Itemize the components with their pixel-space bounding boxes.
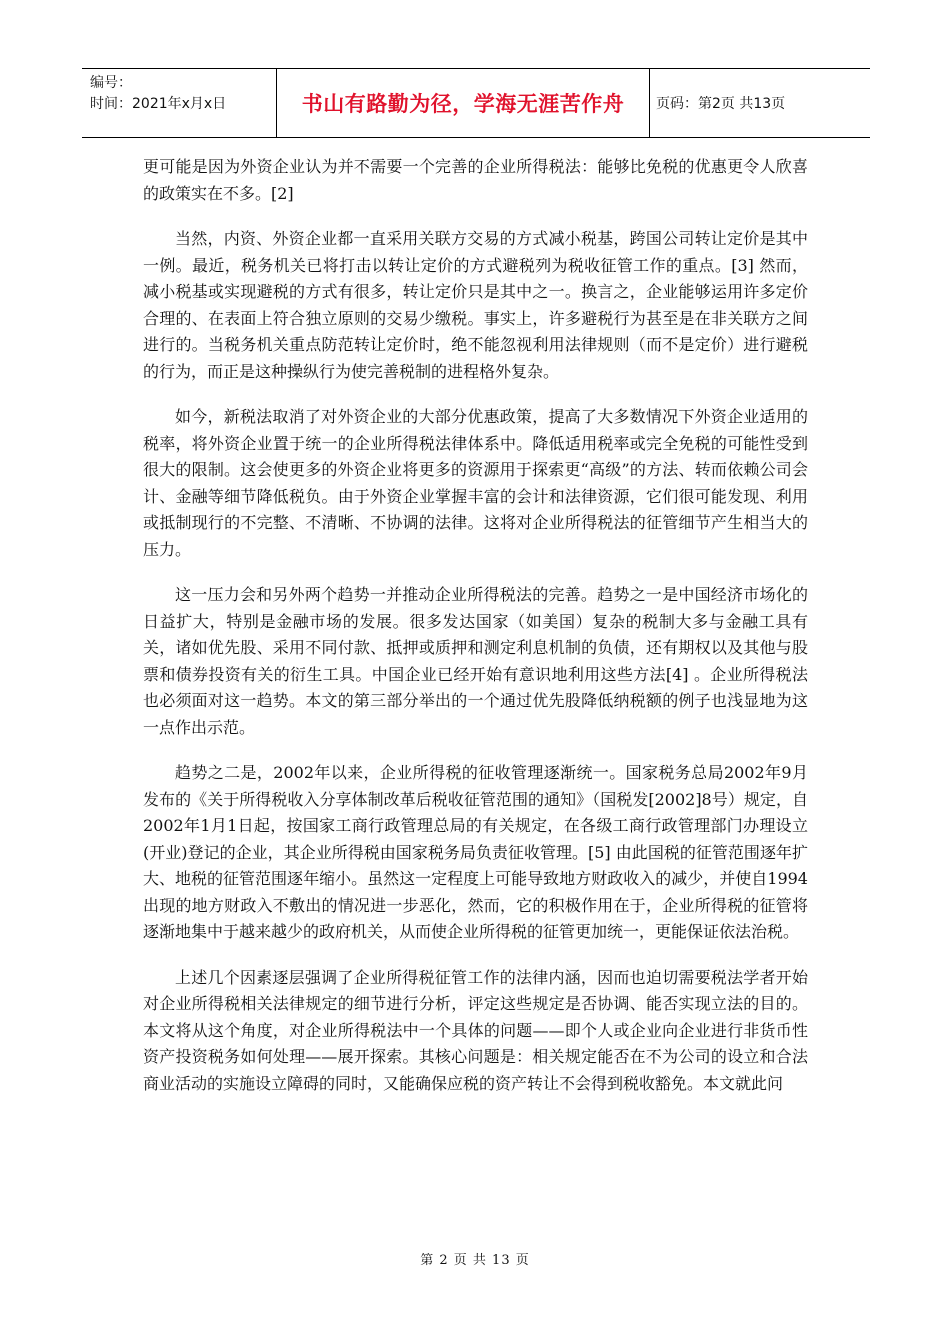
paragraph: 上述几个因素逐层强调了企业所得税征管工作的法律内涵，因而也迫切需要税法学者开始对企业所得税相关法律规定的细节进行分析，评定这些规定是否协调、能否实现立法的目的。本文将从这个角度，对企业所得税法中一个具体的问题——即个人或企业向企业进行非货币性资产投资税务如何处理——展开探索。其核心问题是：相关规定能否在不为公司的设立和合法商业活动的实施设立障碍的同时，又能确保应税的资产转让不会得到税收豁免。本文就此问 [143,967,808,1093]
document-number-label: 编号： [90,75,132,91]
header-motto: 书山有路勤为径，学海无涯苦作舟 [277,69,650,137]
paragraph: 这一压力会和另外两个趋势一并推动企业所得税法的完善。趋势之一是中国经济市场化的日益扩大，特别是金融市场的发展。很多发达国家（如美国）复杂的税制大多与金融工具有关，诸如优先股、采用不同付款、抵押或质押和测定利息机制的负债，还有期权以及其他与股票和债券投资有关的衍生工具。中国企业已经开始有意识地利用这些方法[4] 。企业所得税法也必须面对这一趋势。本文的第三部分举出的一个通过优先股降低纳税额的例子也浅显地为这一点作出示范。 [143,585,808,737]
header-meta [82,69,277,137]
document-body [143,154,808,1116]
document-date: 时间：2021年x月x日 [90,96,227,112]
paragraph-continuation: 更可能是因为外资企业认为并不需要一个完善的企业所得税法：能够比免税的优惠更令人欣喜的政策实在不多。[2] [143,157,808,203]
paragraph: 当然，内资、外资企业都一直采用关联方交易的方式减小税基，跨国公司转让定价是其中一例。最近，税务机关已将打击以转让定价的方式避税列为税收征管工作的重点。[3] 然而，减小税基或实现避税的方式有很多，转让定价只是其中之一。换言之，企业能够运用许多定价合理的、在表面上符合独立原则的交易少缴税。事实上，许多避税行为甚至是在非关联方之间进行的。当税务机关重点防范转让定价时，绝不能忽视利用法律规则（而不是定价）进行避税的行为，而正是这种操纵行为使完善税制的进程格外复杂。 [143,229,808,381]
header-page-info: 页码：第2页 共13页 [656,96,786,112]
page-footer: 第 2 页 共 13 页 [420,1253,530,1268]
paragraph: 如今，新税法取消了对外资企业的大部分优惠政策，提高了大多数情况下外资企业适用的税率，将外资企业置于统一的企业所得税法律体系中。降低适用税率或完全免税的可能性受到很大的限制。这会使更多的外资企业将更多的资源用于探索更“高级”的方法、转而依赖公司会计、金融等细节降低税负。由于外资企业掌握丰富的会计和法律资源，它们很可能发现、利用或抵制现行的不完整、不清晰、不协调的法律。这将对企业所得税法的征管细节产生相当大的压力。 [143,407,808,559]
paragraph: 趋势之二是，2002年以来，企业所得税的征收管理逐渐统一。国家税务总局2002年9月发布的《关于所得税收入分享体制改革后税收征管范围的通知》（国税发[2002]8号）规定，自2002年1月1日起，按国家工商行政管理总局的有关规定，在各级工商行政管理部门办理设立(开业)登记的企业，其企业所得税由国家税务局负责征收管理。[5] 由此国税的征管范围逐年扩大、地税的征管范围逐年缩小。虽然这一定程度上可能导致地方财政收入的减少，并使自1994出现的地方财政入不敷出的情况进一步恶化，然而，它的积极作用在于，企业所得税的征管将逐渐地集中于越来越少的政府机关，从而使企业所得税的征管更加统一，更能保证依法治税。 [143,763,808,941]
page-header [82,68,870,138]
